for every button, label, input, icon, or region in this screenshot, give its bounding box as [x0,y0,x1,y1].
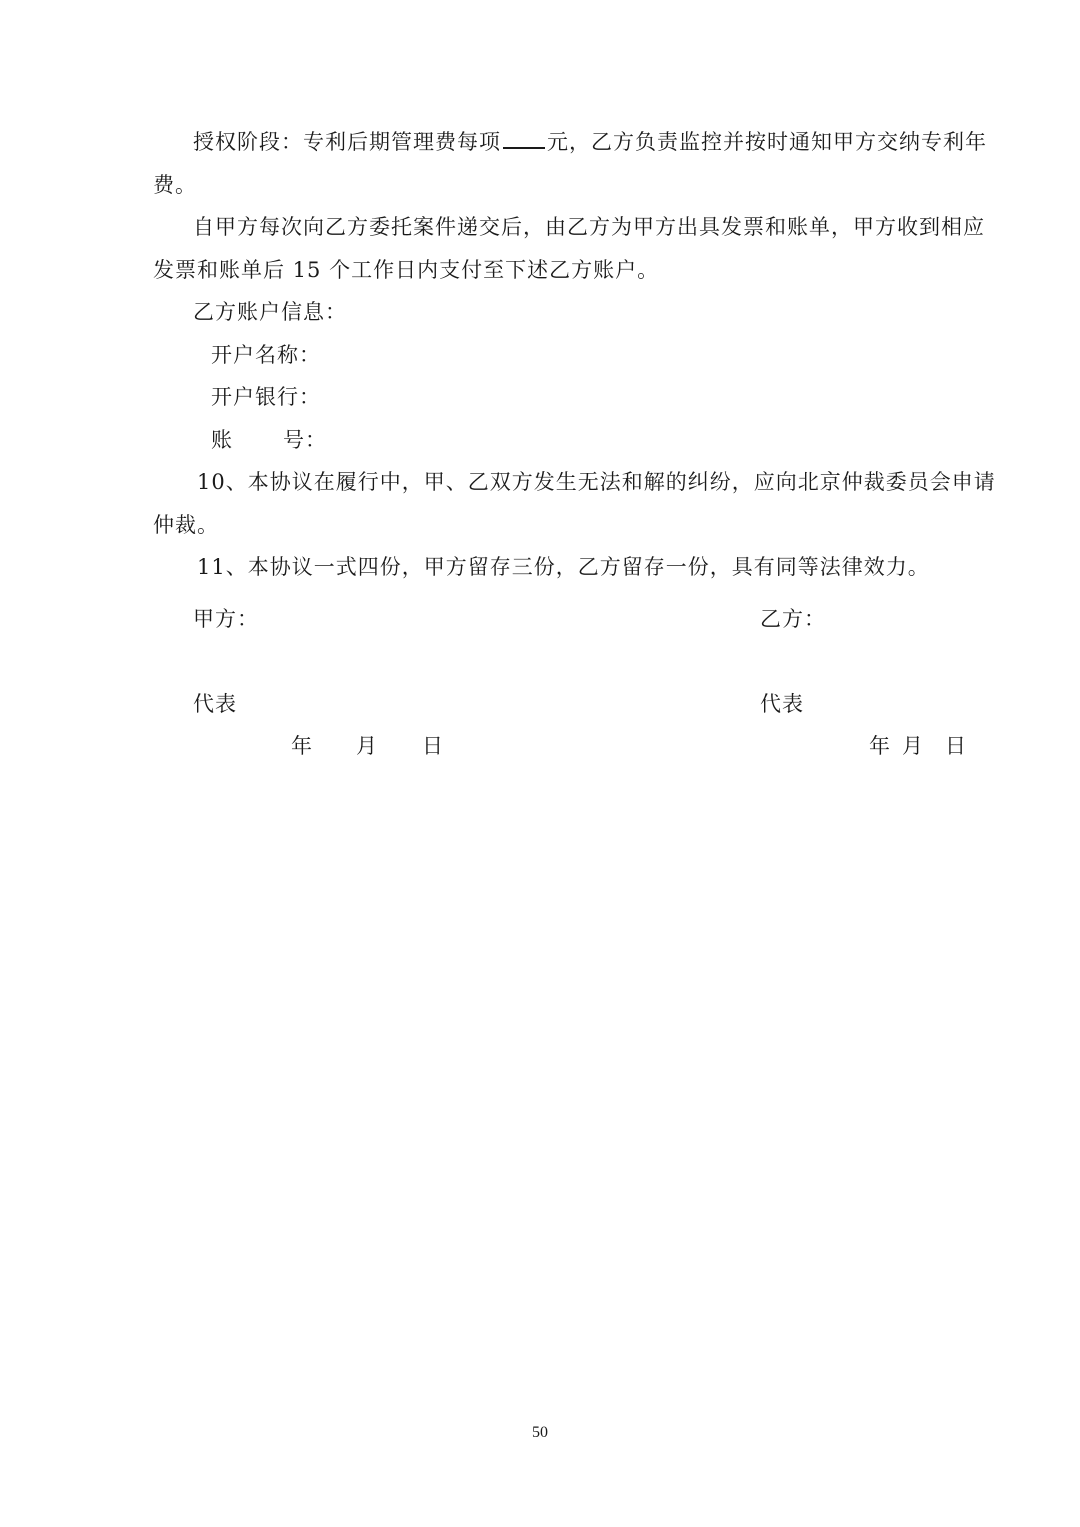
party-b-date-month: 月 [902,734,924,758]
party-a-date-day: 日 [422,734,444,758]
account-bank-label: 开户银行： [211,385,321,409]
clause-10-line-1: 10、本协议在履行中，甲、乙双方发生无法和解的纠纷，应向北京仲裁委员会申请 [197,470,996,494]
party-b-label: 乙方： [760,607,826,631]
auth-stage-text-prefix: 授权阶段：专利后期管理费每项 [193,130,501,154]
party-b-representative: 代表 [760,692,804,716]
auth-stage-line-1 [193,127,987,157]
page-number: 50 [532,1424,548,1441]
auth-stage-line-2: 费。 [153,173,197,197]
party-a-date-year: 年 [291,734,313,758]
party-a-representative: 代表 [193,692,237,716]
invoice-line-2: 发票和账单后 15 个工作日内支付至下述乙方账户。 [153,258,660,282]
party-a-label: 甲方： [193,607,259,631]
account-number-label-char-1: 账 [211,428,233,452]
party-b-date-day: 日 [945,734,967,758]
account-number-label-char-2: 号： [283,428,327,452]
auth-stage-text-suffix: 元，乙方负责监控并按时通知甲方交纳专利年 [547,130,987,154]
party-a-date-month: 月 [356,734,378,758]
fee-blank-field [503,127,545,149]
invoice-line-1: 自甲方每次向乙方委托案件递交后，由乙方为甲方出具发票和账单，甲方收到相应 [193,215,985,239]
party-b-date-year: 年 [869,734,891,758]
clause-10-line-2: 仲裁。 [153,513,219,537]
account-info-title: 乙方账户信息： [193,300,347,324]
account-number-label [211,425,327,455]
account-name-label: 开户名称： [211,343,321,367]
clause-11: 11、本协议一式四份，甲方留存三份，乙方留存一份，具有同等法律效力。 [197,555,930,579]
